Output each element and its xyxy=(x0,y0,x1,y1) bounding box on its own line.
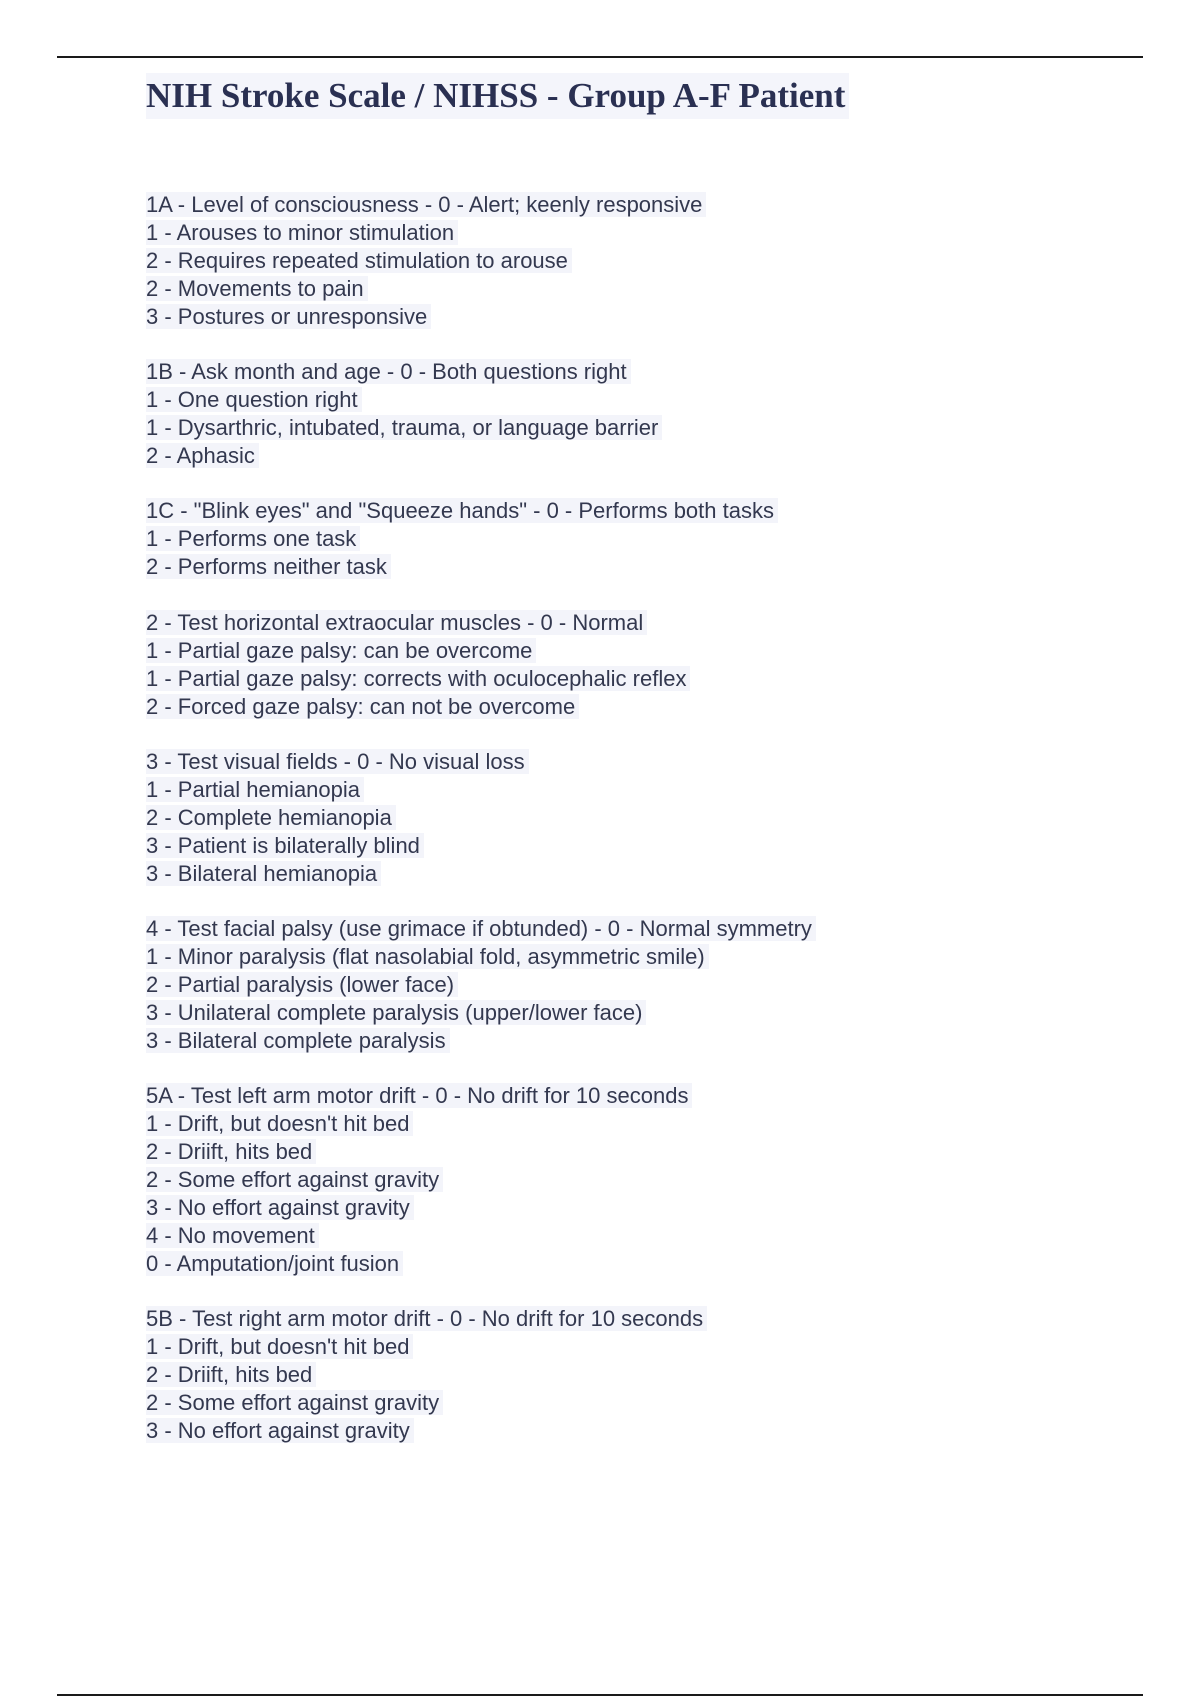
scale-item-option xyxy=(146,1027,1146,1055)
scale-item-option xyxy=(146,525,1146,553)
scale-line-text: 1 - Partial gaze palsy: corrects with oculocephalic reflex xyxy=(146,666,690,691)
scale-item-heading xyxy=(146,191,1146,219)
scale-line-text: 1 - Dysarthric, intubated, trauma, or language barrier xyxy=(146,415,662,440)
scale-item-option xyxy=(146,1389,1146,1417)
scale-line-text: 2 - Complete hemianopia xyxy=(146,805,396,830)
scale-item-option xyxy=(146,832,1146,860)
scale-line-text: 3 - Postures or unresponsive xyxy=(146,304,431,329)
scale-line-text: 4 - No movement xyxy=(146,1223,319,1248)
scale-item-heading xyxy=(146,748,1146,776)
scale-item-option xyxy=(146,1166,1146,1194)
scale-item-option xyxy=(146,414,1146,442)
scale-item-option xyxy=(146,999,1146,1027)
scale-section xyxy=(146,497,1146,581)
scale-line-text: 2 - Some effort against gravity xyxy=(146,1390,443,1415)
scale-section xyxy=(146,748,1146,888)
scale-item-heading xyxy=(146,497,1146,525)
scale-line-text: 3 - Bilateral complete paralysis xyxy=(146,1028,450,1053)
scale-line-text: 5B - Test right arm motor drift - 0 - No drift for 10 seconds xyxy=(146,1306,707,1331)
bottom-divider xyxy=(57,1694,1143,1696)
scale-item-heading xyxy=(146,1082,1146,1110)
scale-line-text: 2 - Driift, hits bed xyxy=(146,1362,316,1387)
scale-line-text: 4 - Test facial palsy (use grimace if obtunded) - 0 - Normal symmetry xyxy=(146,916,816,941)
scale-section xyxy=(146,915,1146,1055)
scale-line-text: 1 - One question right xyxy=(146,387,362,412)
scale-line-text: 2 - Forced gaze palsy: can not be overcome xyxy=(146,694,579,719)
page-title: NIH Stroke Scale / NIHSS - Group A-F Patient xyxy=(146,73,849,119)
scale-line-text: 2 - Aphasic xyxy=(146,443,259,468)
scale-item-heading xyxy=(146,609,1146,637)
scale-item-option xyxy=(146,303,1146,331)
scale-line-text: 3 - Patient is bilaterally blind xyxy=(146,833,424,858)
scale-line-text: 1 - Performs one task xyxy=(146,526,360,551)
scale-item-option xyxy=(146,665,1146,693)
scale-item-option xyxy=(146,219,1146,247)
scale-item-option xyxy=(146,386,1146,414)
scale-line-text: 2 - Movements to pain xyxy=(146,276,368,301)
scale-item-option xyxy=(146,1333,1146,1361)
scale-line-text: 2 - Driift, hits bed xyxy=(146,1139,316,1164)
scale-item-option xyxy=(146,247,1146,275)
scale-line-text: 1 - Drift, but doesn't hit bed xyxy=(146,1111,413,1136)
scale-line-text: 1A - Level of consciousness - 0 - Alert; keenly responsive xyxy=(146,192,706,217)
scale-section xyxy=(146,1305,1146,1445)
scale-line-text: 1C - "Blink eyes" and "Squeeze hands" - 0 - Performs both tasks xyxy=(146,498,778,523)
scale-item-option xyxy=(146,553,1146,581)
scale-item-option xyxy=(146,1361,1146,1389)
scale-line-text: 1 - Partial gaze palsy: can be overcome xyxy=(146,638,536,663)
scale-line-text: 2 - Partial paralysis (lower face) xyxy=(146,972,458,997)
scale-section xyxy=(146,191,1146,331)
scale-line-text: 3 - Bilateral hemianopia xyxy=(146,861,381,886)
scale-item-heading xyxy=(146,358,1146,386)
scale-item-option xyxy=(146,776,1146,804)
scale-line-text: 1 - Partial hemianopia xyxy=(146,777,364,802)
scale-item-option xyxy=(146,943,1146,971)
scale-line-text: 5A - Test left arm motor drift - 0 - No drift for 10 seconds xyxy=(146,1083,692,1108)
scale-line-text: 1 - Minor paralysis (flat nasolabial fold, asymmetric smile) xyxy=(146,944,709,969)
scale-item-option xyxy=(146,693,1146,721)
scale-line-text: 3 - No effort against gravity xyxy=(146,1195,414,1220)
scale-line-text: 2 - Performs neither task xyxy=(146,554,391,579)
scale-section xyxy=(146,358,1146,470)
scale-item-option xyxy=(146,1138,1146,1166)
scale-item-option xyxy=(146,860,1146,888)
scale-item-option xyxy=(146,971,1146,999)
scale-line-text: 0 - Amputation/joint fusion xyxy=(146,1251,403,1276)
scale-line-text: 3 - Unilateral complete paralysis (upper/lower face) xyxy=(146,1000,646,1025)
scale-item-heading xyxy=(146,1305,1146,1333)
scale-section xyxy=(146,609,1146,721)
scale-item-option xyxy=(146,637,1146,665)
scale-item-option xyxy=(146,442,1146,470)
scale-item-option xyxy=(146,1110,1146,1138)
scale-line-text: 2 - Some effort against gravity xyxy=(146,1167,443,1192)
scale-item-option xyxy=(146,1417,1146,1445)
scale-line-text: 1 - Arouses to minor stimulation xyxy=(146,220,458,245)
scale-content xyxy=(146,191,1146,1473)
top-divider xyxy=(57,56,1143,58)
scale-item-option xyxy=(146,1194,1146,1222)
scale-item-heading xyxy=(146,915,1146,943)
scale-line-text: 3 - Test visual fields - 0 - No visual loss xyxy=(146,749,529,774)
scale-section xyxy=(146,1082,1146,1278)
scale-line-text: 2 - Test horizontal extraocular muscles - 0 - Normal xyxy=(146,610,647,635)
scale-line-text: 3 - No effort against gravity xyxy=(146,1418,414,1443)
scale-item-option xyxy=(146,275,1146,303)
scale-line-text: 1 - Drift, but doesn't hit bed xyxy=(146,1334,413,1359)
scale-line-text: 2 - Requires repeated stimulation to arouse xyxy=(146,248,572,273)
scale-item-option xyxy=(146,1222,1146,1250)
scale-item-option xyxy=(146,1250,1146,1278)
scale-item-option xyxy=(146,804,1146,832)
scale-line-text: 1B - Ask month and age - 0 - Both questions right xyxy=(146,359,631,384)
